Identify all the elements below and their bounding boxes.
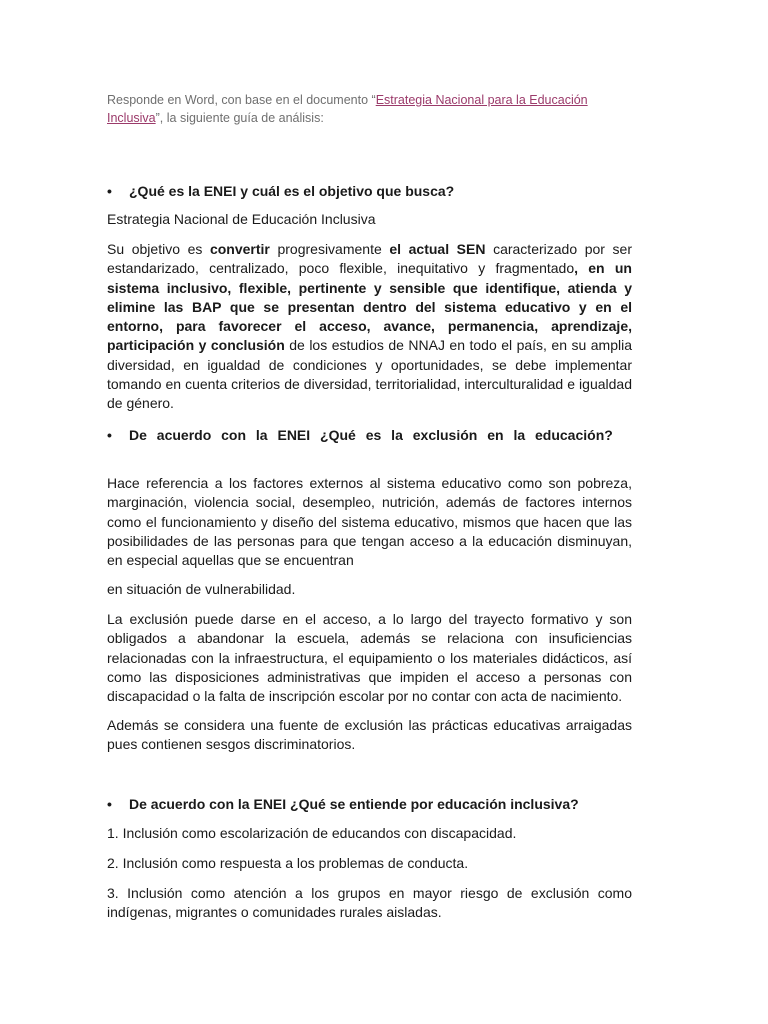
bullet-icon: •	[107, 427, 112, 443]
answer-1-text-d: de los estudios de NNAJ en todo el país, en su amplia diversidad, en igualdad de condiciones y oportunidades, se debe implementar tomando en cuenta criterios de diversidad, territorialidad, interculturalidad e igualdad de género.	[107, 337, 632, 412]
answer-1-bold-c: , en un sistema inclusivo, flexible, pertinente y sensible que identifique, atienda y elimine las BAP que se presentan dentro del sistema educativo y en el entorno, para favorecer el acceso, avance, permanencia, aprendizaje, participación y conclusión	[107, 260, 632, 354]
document-link[interactable]: Estrategia Nacional para la Educación Inclusiva	[107, 93, 588, 125]
intro-prefix: Responde en Word, con base en el documento “	[107, 93, 376, 107]
question-3	[107, 795, 632, 814]
question-2-text: De acuerdo con la ENEI ¿Qué es la exclusión en la educación?	[129, 427, 613, 443]
answer-1-title: Estrategia Nacional de Educación Inclusiva	[107, 211, 376, 227]
list-item-2: 2. Inclusión como respuesta a los problemas de conducta.	[107, 855, 469, 871]
answer-2-paragraph-3: La exclusión puede darse en el acceso, a lo largo del trayecto formativo y son obligados a abandonar la escuela, además se relaciona con insuficiencias relacionadas con la infraestructura, el equipamiento o los materiales didácticos, así como las disposiciones administrativas que impiden el acceso a personas con discapacidad o la falta de inscripción escolar por no contar con acta de nacimiento.	[107, 611, 632, 705]
list-item-1: 1. Inclusión como escolarización de educandos con discapacidad.	[107, 825, 517, 841]
question-3-text: De acuerdo con la ENEI ¿Qué se entiende por educación inclusiva?	[129, 796, 579, 812]
bullet-icon: •	[107, 796, 112, 812]
question-1-text: ¿Qué es la ENEI y cuál es el objetivo que busca?	[129, 183, 455, 199]
answer-2-paragraph-2: en situación de vulnerabilidad.	[107, 581, 296, 597]
answer-1-text-a: Su objetivo es	[107, 241, 210, 257]
answer-1-bold-b: el actual SEN	[389, 241, 486, 257]
intro-paragraph	[107, 91, 632, 127]
bullet-icon: •	[107, 183, 112, 199]
answer-2-paragraph-4: Además se considera una fuente de exclusión las prácticas educativas arraigadas pues contienen sesgos discriminatorios.	[107, 717, 632, 753]
list-item-3: 3. Inclusión como atención a los grupos en mayor riesgo de exclusión como indígenas, migrantes o comunidades rurales aisladas.	[107, 885, 632, 921]
answer-2-paragraph-1: Hace referencia a los factores externos al sistema educativo como son pobreza, marginación, violencia social, desempleo, nutrición, además de factores internos como el funcionamiento y diseño del sistema educativo, mismos que hacen que las posibilidades de las personas para que tengan acceso a la educación disminuyan, en especial aquellas que se encuentran	[107, 475, 632, 569]
question-1	[107, 182, 632, 201]
answer-1-text-b: progresivamente	[269, 241, 390, 257]
intro-suffix: ”, la siguiente guía de análisis:	[155, 111, 324, 125]
answer-1-text-c: caracterizado por ser estandarizado, centralizado, poco flexible, inequitativo y fragmentado	[107, 241, 632, 277]
answer-1-paragraph	[107, 240, 632, 414]
question-2	[107, 426, 632, 445]
answer-1-bold-a: convertir	[209, 241, 270, 257]
